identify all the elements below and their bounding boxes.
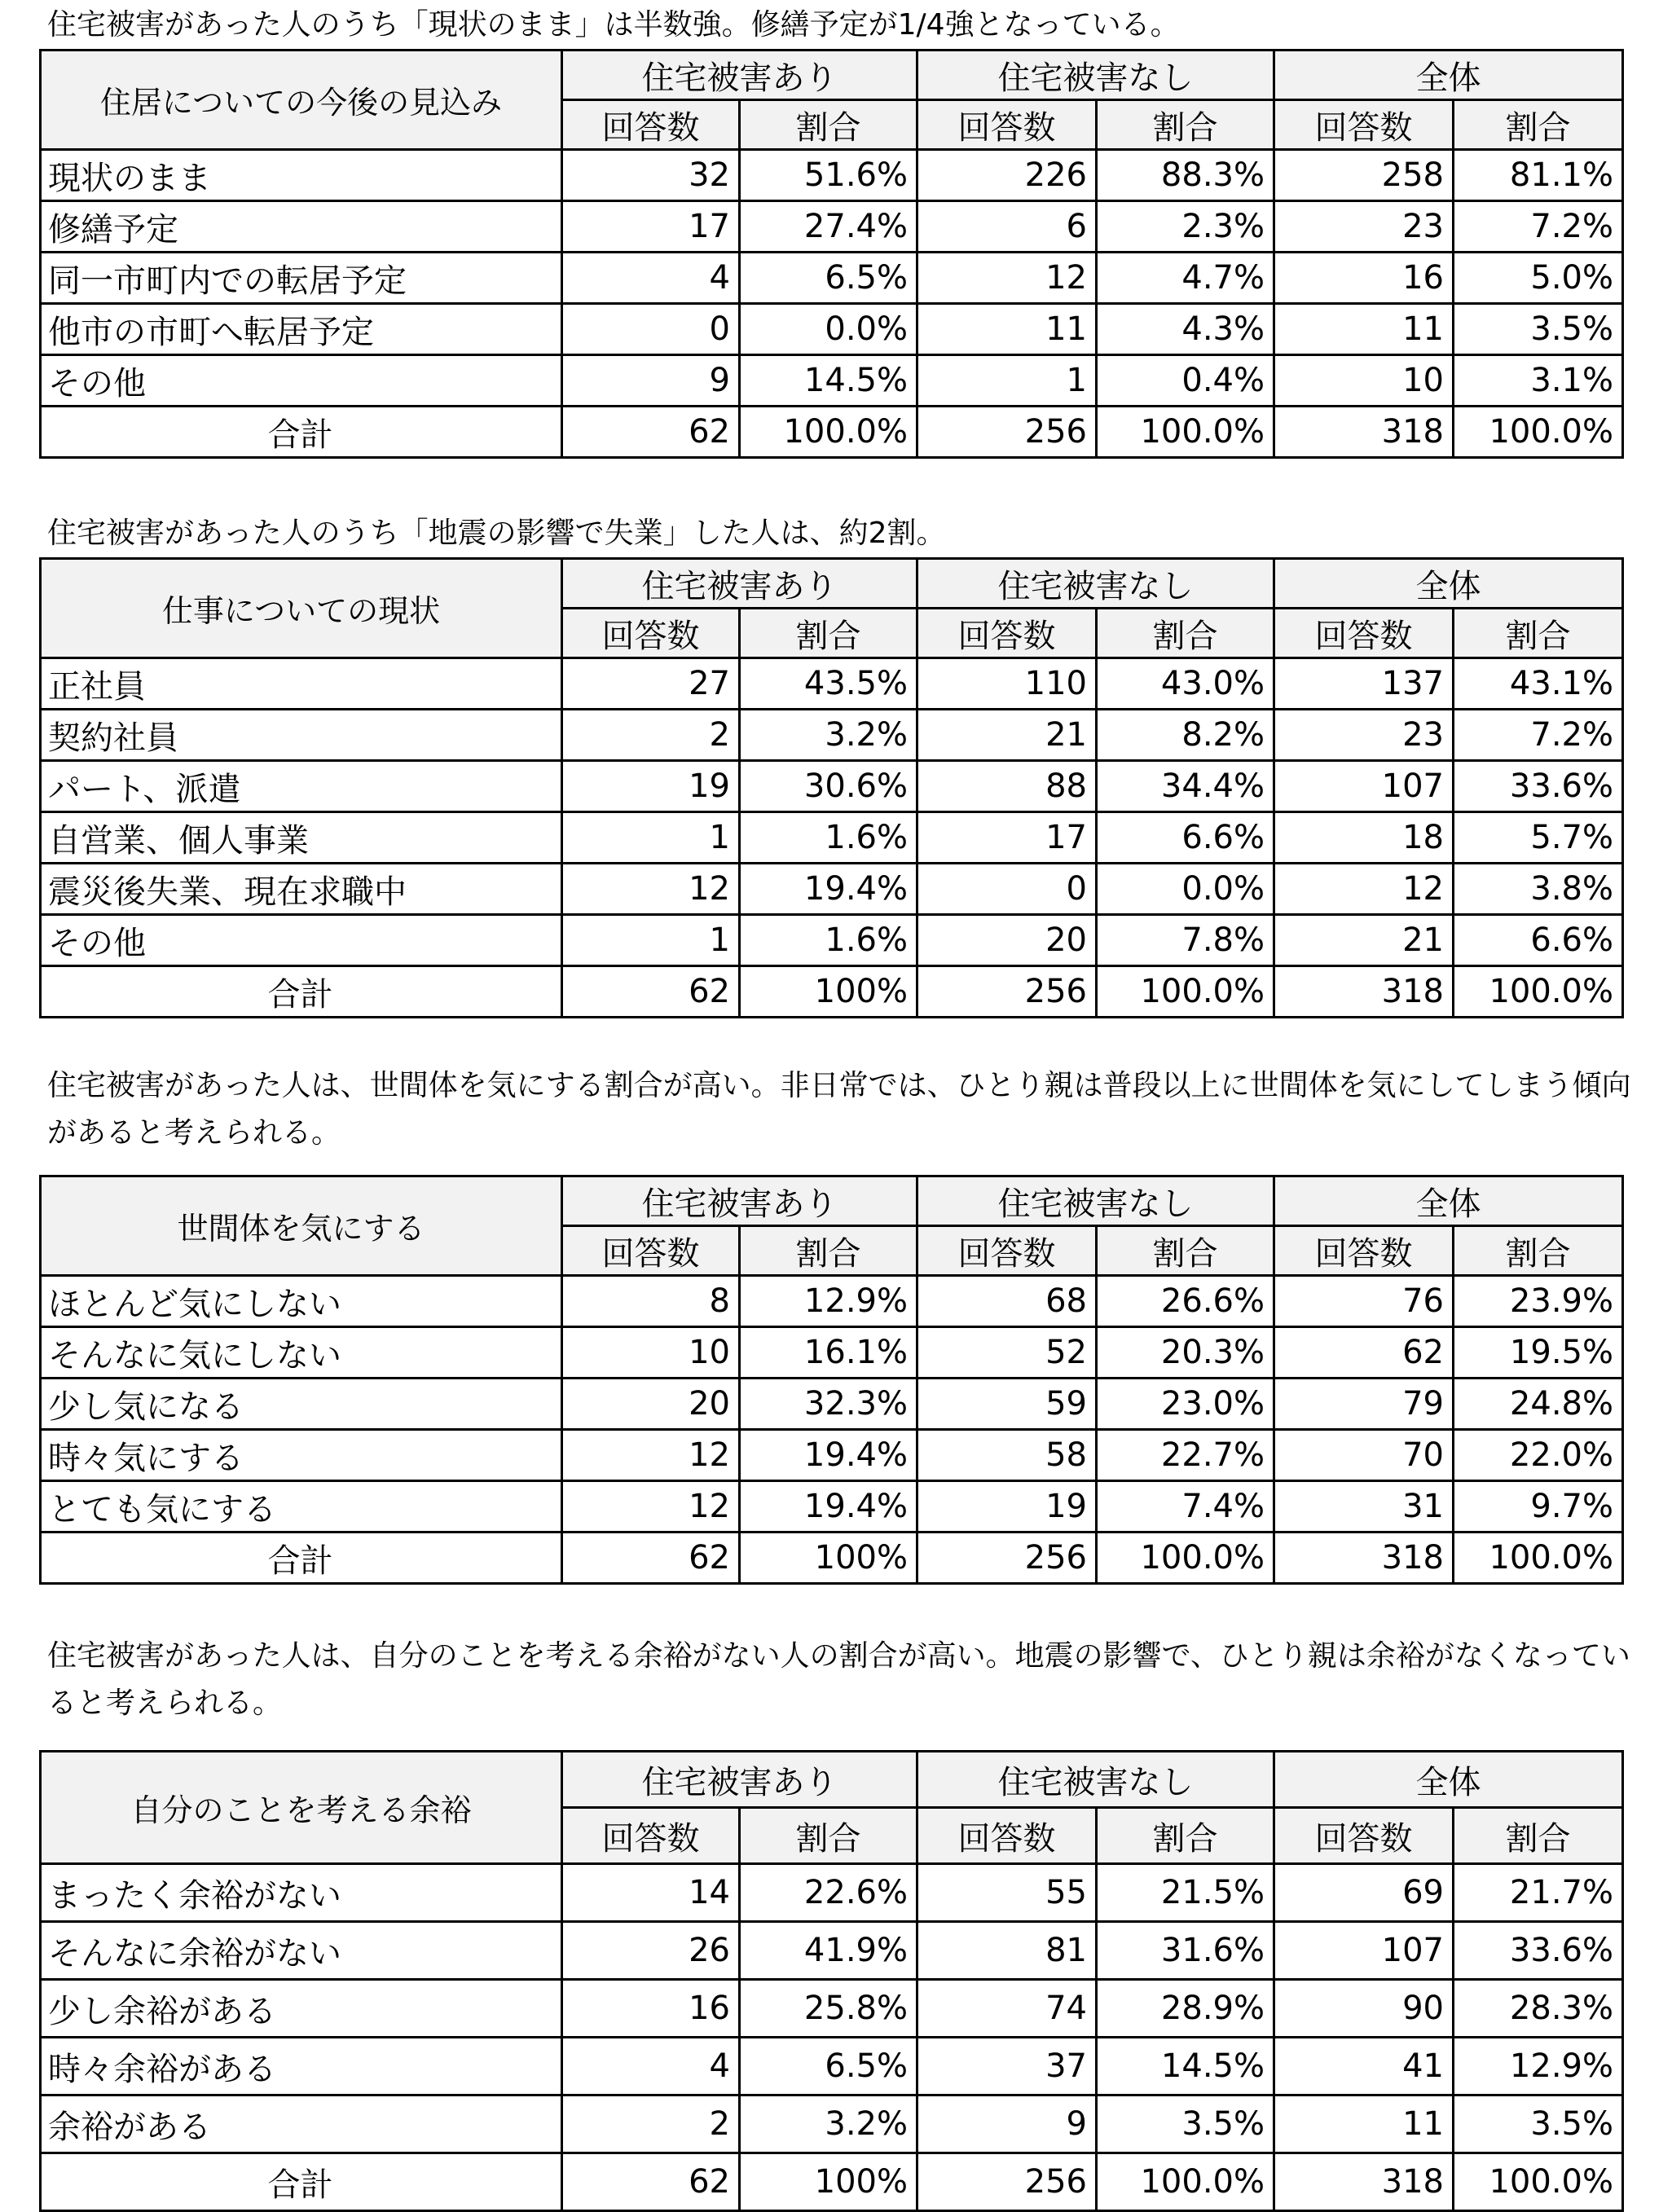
count-cell: 37: [917, 2038, 1097, 2095]
ratio-cell: 43.0%: [1097, 658, 1274, 710]
column-subheader: 回答数: [562, 1226, 740, 1276]
row-header-title: 自分のことを考える余裕: [41, 1752, 562, 1864]
table-row: [41, 1864, 1623, 1922]
ratio-cell: 3.5%: [1454, 2095, 1623, 2153]
count-cell: 4: [562, 253, 740, 304]
ratio-cell: 41.9%: [740, 1922, 917, 1980]
ratio-cell: 14.5%: [1097, 2038, 1274, 2095]
row-label: 合計: [41, 966, 562, 1018]
ratio-cell: 88.3%: [1097, 150, 1274, 201]
count-cell: 256: [917, 2153, 1097, 2211]
ratio-cell: 4.3%: [1097, 304, 1274, 355]
count-cell: 17: [562, 201, 740, 253]
ratio-cell: 100.0%: [1454, 407, 1623, 458]
ratio-cell: 25.8%: [740, 1980, 917, 2038]
ratio-cell: 26.6%: [1097, 1276, 1274, 1327]
column-subheader: 割合: [740, 1226, 917, 1276]
count-cell: 0: [917, 864, 1097, 915]
ratio-cell: 5.7%: [1454, 812, 1623, 864]
count-cell: 318: [1274, 2153, 1454, 2211]
column-subheader: 割合: [1454, 1226, 1623, 1276]
count-cell: 0: [562, 304, 740, 355]
count-cell: 110: [917, 658, 1097, 710]
ratio-cell: 100.0%: [1454, 966, 1623, 1018]
ratio-cell: 14.5%: [740, 355, 917, 407]
row-label: そんなに余裕がない: [41, 1922, 562, 1980]
ratio-cell: 0.0%: [1097, 864, 1274, 915]
column-subheader: 割合: [1097, 1808, 1274, 1864]
row-label: その他: [41, 355, 562, 407]
column-subheader: 割合: [1454, 1808, 1623, 1864]
count-cell: 19: [562, 761, 740, 812]
count-cell: 68: [917, 1276, 1097, 1327]
count-cell: 318: [1274, 966, 1454, 1018]
count-cell: 70: [1274, 1430, 1454, 1481]
ratio-cell: 100.0%: [1097, 407, 1274, 458]
table-row: [41, 864, 1623, 915]
count-cell: 23: [1274, 201, 1454, 253]
ratio-cell: 8.2%: [1097, 710, 1274, 761]
count-cell: 258: [1274, 150, 1454, 201]
ratio-cell: 16.1%: [740, 1327, 917, 1379]
count-cell: 26: [562, 1922, 740, 1980]
housing-outlook-table: [39, 49, 1624, 459]
ratio-cell: 0.0%: [740, 304, 917, 355]
ratio-cell: 100.0%: [740, 407, 917, 458]
count-cell: 10: [562, 1327, 740, 1379]
ratio-cell: 30.6%: [740, 761, 917, 812]
count-cell: 11: [1274, 304, 1454, 355]
row-label: パート、派遣: [41, 761, 562, 812]
column-subheader: 割合: [1454, 609, 1623, 658]
ratio-cell: 1.6%: [740, 812, 917, 864]
count-cell: 2: [562, 2095, 740, 2153]
count-cell: 69: [1274, 1864, 1454, 1922]
row-label: 震災後失業、現在求職中: [41, 864, 562, 915]
ratio-cell: 31.6%: [1097, 1922, 1274, 1980]
ratio-cell: 3.1%: [1454, 355, 1623, 407]
ratio-cell: 2.3%: [1097, 201, 1274, 253]
count-cell: 59: [917, 1379, 1097, 1430]
row-label: まったく余裕がない: [41, 1864, 562, 1922]
row-label: 自営業、個人事業: [41, 812, 562, 864]
column-subheader: 回答数: [562, 609, 740, 658]
ratio-cell: 6.5%: [740, 253, 917, 304]
count-cell: 11: [917, 304, 1097, 355]
count-cell: 12: [917, 253, 1097, 304]
table-row: [41, 1430, 1623, 1481]
ratio-cell: 3.5%: [1097, 2095, 1274, 2153]
count-cell: 8: [562, 1276, 740, 1327]
ratio-cell: 23.0%: [1097, 1379, 1274, 1430]
ratio-cell: 34.4%: [1097, 761, 1274, 812]
row-label: 他市の市町へ転居予定: [41, 304, 562, 355]
ratio-cell: 24.8%: [1454, 1379, 1623, 1430]
row-label: 余裕がある: [41, 2095, 562, 2153]
count-cell: 318: [1274, 1533, 1454, 1584]
count-cell: 62: [562, 966, 740, 1018]
count-cell: 81: [917, 1922, 1097, 1980]
count-cell: 90: [1274, 1980, 1454, 2038]
ratio-cell: 7.4%: [1097, 1481, 1274, 1533]
column-subheader: 回答数: [917, 100, 1097, 150]
ratio-cell: 7.2%: [1454, 710, 1623, 761]
column-subheader: 回答数: [1274, 100, 1454, 150]
ratio-cell: 6.6%: [1454, 915, 1623, 966]
row-label: 修繕予定: [41, 201, 562, 253]
group-header: 住宅被害なし: [917, 559, 1274, 609]
reputation-concern-table: [39, 1175, 1624, 1585]
total-row: [41, 966, 1623, 1018]
row-label: 時々余裕がある: [41, 2038, 562, 2095]
employment-status-table: [39, 557, 1624, 1018]
ratio-cell: 100%: [740, 966, 917, 1018]
column-subheader: 回答数: [1274, 1226, 1454, 1276]
table-row: [41, 1481, 1623, 1533]
count-cell: 62: [562, 1533, 740, 1584]
count-cell: 14: [562, 1864, 740, 1922]
count-cell: 17: [917, 812, 1097, 864]
count-cell: 256: [917, 966, 1097, 1018]
row-label: 少し余裕がある: [41, 1980, 562, 2038]
ratio-cell: 9.7%: [1454, 1481, 1623, 1533]
group-header: 全体: [1274, 559, 1623, 609]
ratio-cell: 0.4%: [1097, 355, 1274, 407]
ratio-cell: 28.9%: [1097, 1980, 1274, 2038]
ratio-cell: 6.6%: [1097, 812, 1274, 864]
column-subheader: 回答数: [917, 1808, 1097, 1864]
count-cell: 19: [917, 1481, 1097, 1533]
ratio-cell: 43.1%: [1454, 658, 1623, 710]
group-header: 住宅被害なし: [917, 1176, 1274, 1226]
ratio-cell: 1.6%: [740, 915, 917, 966]
column-subheader: 回答数: [917, 609, 1097, 658]
ratio-cell: 27.4%: [740, 201, 917, 253]
count-cell: 62: [562, 407, 740, 458]
count-cell: 21: [917, 710, 1097, 761]
group-header: 全体: [1274, 51, 1623, 100]
ratio-cell: 32.3%: [740, 1379, 917, 1430]
row-header-title: 住居についての今後の見込み: [41, 51, 562, 150]
ratio-cell: 4.7%: [1097, 253, 1274, 304]
count-cell: 12: [562, 1430, 740, 1481]
ratio-cell: 100.0%: [1454, 2153, 1623, 2211]
table-row: [41, 2038, 1623, 2095]
count-cell: 62: [562, 2153, 740, 2211]
column-subheader: 回答数: [562, 1808, 740, 1864]
ratio-cell: 19.4%: [740, 1430, 917, 1481]
row-label: 現状のまま: [41, 150, 562, 201]
ratio-cell: 3.5%: [1454, 304, 1623, 355]
table-row: [41, 1327, 1623, 1379]
ratio-cell: 100.0%: [1097, 966, 1274, 1018]
column-subheader: 回答数: [917, 1226, 1097, 1276]
row-label: 同一市町内での転居予定: [41, 253, 562, 304]
ratio-cell: 21.5%: [1097, 1864, 1274, 1922]
ratio-cell: 19.5%: [1454, 1327, 1623, 1379]
group-header: 全体: [1274, 1176, 1623, 1226]
ratio-cell: 6.5%: [740, 2038, 917, 2095]
ratio-cell: 33.6%: [1454, 761, 1623, 812]
table-row: [41, 761, 1623, 812]
ratio-cell: 22.7%: [1097, 1430, 1274, 1481]
count-cell: 226: [917, 150, 1097, 201]
table-row: [41, 658, 1623, 710]
count-cell: 23: [1274, 710, 1454, 761]
ratio-cell: 20.3%: [1097, 1327, 1274, 1379]
count-cell: 1: [917, 355, 1097, 407]
ratio-cell: 100.0%: [1454, 1533, 1623, 1584]
total-row: [41, 407, 1623, 458]
ratio-cell: 5.0%: [1454, 253, 1623, 304]
ratio-cell: 81.1%: [1454, 150, 1623, 201]
count-cell: 107: [1274, 761, 1454, 812]
row-label: 契約社員: [41, 710, 562, 761]
table-row: [41, 1379, 1623, 1430]
section-3-caption: 住宅被害があった人は、世間体を気にする割合が高い。非日常では、ひとり親は普段以上に世間体を気にしてしまう傾向があると考えられる。: [47, 1069, 1631, 1150]
ratio-cell: 33.6%: [1454, 1922, 1623, 1980]
ratio-cell: 12.9%: [1454, 2038, 1623, 2095]
group-header: 住宅被害あり: [562, 559, 917, 609]
table-row: [41, 355, 1623, 407]
group-header: 住宅被害なし: [917, 1752, 1274, 1808]
table-row: [41, 710, 1623, 761]
count-cell: 41: [1274, 2038, 1454, 2095]
column-subheader: 割合: [1454, 100, 1623, 150]
ratio-cell: 21.7%: [1454, 1864, 1623, 1922]
group-header: 住宅被害あり: [562, 1752, 917, 1808]
row-label: ほとんど気にしない: [41, 1276, 562, 1327]
column-subheader: 割合: [1097, 1226, 1274, 1276]
ratio-cell: 100%: [740, 2153, 917, 2211]
column-subheader: 割合: [1097, 100, 1274, 150]
row-label: 時々気にする: [41, 1430, 562, 1481]
column-subheader: 回答数: [562, 100, 740, 150]
count-cell: 318: [1274, 407, 1454, 458]
table-row: [41, 1276, 1623, 1327]
count-cell: 12: [562, 1481, 740, 1533]
table-row: [41, 304, 1623, 355]
count-cell: 20: [917, 915, 1097, 966]
table-row: [41, 915, 1623, 966]
section-4-caption: 住宅被害があった人は、自分のことを考える余裕がない人の割合が高い。地震の影響で、ひとり親は余裕がなくなっていると考えられる。: [47, 1639, 1630, 1720]
row-label: 合計: [41, 1533, 562, 1584]
ratio-cell: 7.2%: [1454, 201, 1623, 253]
count-cell: 137: [1274, 658, 1454, 710]
section-1-caption: 住宅被害があった人のうち「現状のまま」は半数強。修繕予定が1/4強となっている。: [47, 8, 1180, 42]
personal-leeway-table: [39, 1750, 1624, 2212]
column-subheader: 回答数: [1274, 609, 1454, 658]
count-cell: 27: [562, 658, 740, 710]
ratio-cell: 3.2%: [740, 2095, 917, 2153]
count-cell: 55: [917, 1864, 1097, 1922]
ratio-cell: 23.9%: [1454, 1276, 1623, 1327]
count-cell: 16: [562, 1980, 740, 2038]
ratio-cell: 7.8%: [1097, 915, 1274, 966]
column-subheader: 割合: [740, 1808, 917, 1864]
count-cell: 107: [1274, 1922, 1454, 1980]
count-cell: 31: [1274, 1481, 1454, 1533]
ratio-cell: 100.0%: [1097, 2153, 1274, 2211]
count-cell: 256: [917, 1533, 1097, 1584]
column-subheader: 回答数: [1274, 1808, 1454, 1864]
count-cell: 9: [562, 355, 740, 407]
ratio-cell: 3.8%: [1454, 864, 1623, 915]
group-header: 住宅被害なし: [917, 51, 1274, 100]
ratio-cell: 19.4%: [740, 1481, 917, 1533]
ratio-cell: 19.4%: [740, 864, 917, 915]
ratio-cell: 100%: [740, 1533, 917, 1584]
count-cell: 4: [562, 2038, 740, 2095]
ratio-cell: 3.2%: [740, 710, 917, 761]
row-label: 合計: [41, 2153, 562, 2211]
row-header-title: 世間体を気にする: [41, 1176, 562, 1276]
column-subheader: 割合: [740, 609, 917, 658]
count-cell: 12: [562, 864, 740, 915]
count-cell: 62: [1274, 1327, 1454, 1379]
count-cell: 88: [917, 761, 1097, 812]
section-2-caption: 住宅被害があった人のうち「地震の影響で失業」した人は、約2割。: [47, 517, 946, 550]
row-label: とても気にする: [41, 1481, 562, 1533]
row-label: 合計: [41, 407, 562, 458]
row-label: 少し気になる: [41, 1379, 562, 1430]
ratio-cell: 51.6%: [740, 150, 917, 201]
table-row: [41, 812, 1623, 864]
count-cell: 21: [1274, 915, 1454, 966]
count-cell: 9: [917, 2095, 1097, 2153]
group-header: 住宅被害あり: [562, 1176, 917, 1226]
count-cell: 12: [1274, 864, 1454, 915]
group-header: 全体: [1274, 1752, 1623, 1808]
count-cell: 74: [917, 1980, 1097, 2038]
ratio-cell: 28.3%: [1454, 1980, 1623, 2038]
row-header-title: 仕事についての現状: [41, 559, 562, 658]
count-cell: 18: [1274, 812, 1454, 864]
row-label: そんなに気にしない: [41, 1327, 562, 1379]
count-cell: 1: [562, 812, 740, 864]
count-cell: 16: [1274, 253, 1454, 304]
table-row: [41, 253, 1623, 304]
ratio-cell: 43.5%: [740, 658, 917, 710]
count-cell: 1: [562, 915, 740, 966]
ratio-cell: 12.9%: [740, 1276, 917, 1327]
table-row: [41, 201, 1623, 253]
column-subheader: 割合: [740, 100, 917, 150]
ratio-cell: 100.0%: [1097, 1533, 1274, 1584]
count-cell: 32: [562, 150, 740, 201]
table-row: [41, 2095, 1623, 2153]
ratio-cell: 22.0%: [1454, 1430, 1623, 1481]
count-cell: 256: [917, 407, 1097, 458]
table-row: [41, 1980, 1623, 2038]
count-cell: 11: [1274, 2095, 1454, 2153]
row-label: その他: [41, 915, 562, 966]
ratio-cell: 22.6%: [740, 1864, 917, 1922]
table-row: [41, 150, 1623, 201]
group-header: 住宅被害あり: [562, 51, 917, 100]
count-cell: 6: [917, 201, 1097, 253]
column-subheader: 割合: [1097, 609, 1274, 658]
count-cell: 10: [1274, 355, 1454, 407]
total-row: [41, 1533, 1623, 1584]
count-cell: 76: [1274, 1276, 1454, 1327]
count-cell: 20: [562, 1379, 740, 1430]
row-label: 正社員: [41, 658, 562, 710]
table-row: [41, 1922, 1623, 1980]
count-cell: 2: [562, 710, 740, 761]
total-row: [41, 2153, 1623, 2211]
count-cell: 79: [1274, 1379, 1454, 1430]
count-cell: 52: [917, 1327, 1097, 1379]
count-cell: 58: [917, 1430, 1097, 1481]
